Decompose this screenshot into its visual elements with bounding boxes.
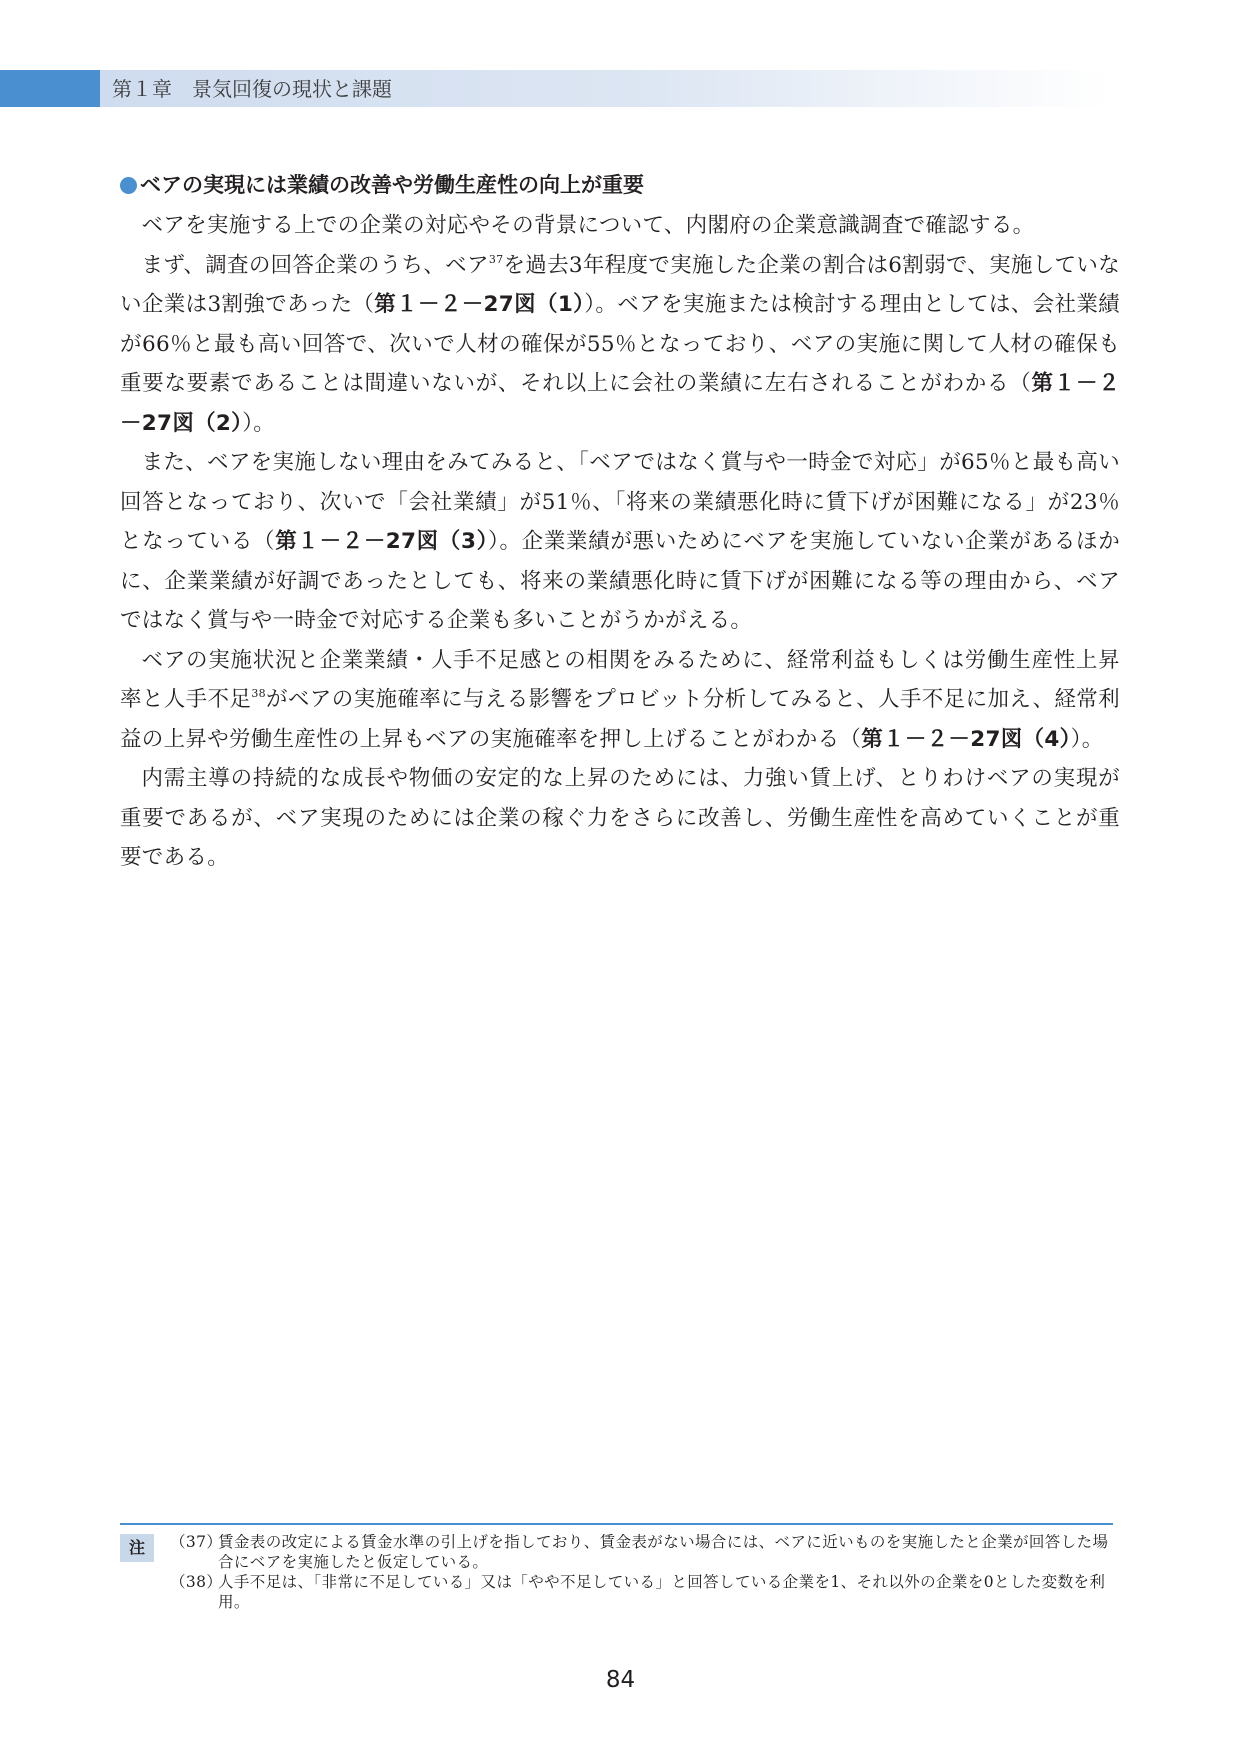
paragraph-1-text: ベアを実施する上での企業の対応やその背景について、内閣府の企業意識調査で確認する。 xyxy=(141,213,1035,238)
paragraph-2-text-b: を過去3年程度で実施した企業の割合は6割弱で、実施していない企業は3割強であった（ xyxy=(120,252,1120,317)
chapter-header xyxy=(0,70,1241,107)
paragraph-5-text: 内需主導の持続的な成長や物価の安定的な上昇のためには、力強い賃上げ、とりわけベアの実現が重要であるが、ベア実現のためには企業の稼ぐ力をさらに改善し、労働生産性を高めていくことが重要である。 xyxy=(120,766,1120,870)
footnote-38 xyxy=(170,1572,1113,1612)
figure-reference: 第１－２－27図（4） xyxy=(861,726,1071,752)
paragraph-3 xyxy=(120,443,1120,641)
figure-reference: 第１－２－27図（3） xyxy=(275,529,489,554)
paragraph-3-text-b: ）。企業業績が悪いためにベアを実施していない企業があるほかに、企業業績が好調であったとしても、将来の業績悪化時に賃下げが困難になる等の理由から、ベアではなく賞与や一時金で対応する企業も多いことがうかがえる。 xyxy=(120,529,1120,633)
page-number: 84 xyxy=(605,1667,636,1693)
paragraph-4-text-c: ）。 xyxy=(1070,726,1104,752)
bullet-icon xyxy=(120,177,137,194)
paragraph-4-text-b: がベアの実施確率に与える影響をプロビット分析してみると、人手不足に加え、経常利益の上昇や労働生産性の上昇もベアの実施確率を押し上げることがわかる（ xyxy=(120,687,1120,752)
section-heading-text: ベアの実現には業績の改善や労働生産性の向上が重要 xyxy=(140,173,644,197)
figure-reference: 第１－２－27図（1） xyxy=(374,292,585,317)
paragraph-2 xyxy=(120,246,1120,444)
paragraph-1 xyxy=(120,206,1120,246)
footnote-text: 賃金表の改定による賃金水準の引上げを指しており、賃金表がない場合には、ベアに近いものを実施したと企業が回答した場合にベアを実施したと仮定している。 xyxy=(218,1533,1109,1571)
footnote-37 xyxy=(170,1532,1113,1572)
footnote-text: 人手不足は、「非常に不足している」又は「やや不足している」と回答している企業を1、それ以外の企業を0とした変数を利用。 xyxy=(218,1573,1106,1611)
chapter-title: 第１章 景気回復の現状と課題 xyxy=(112,77,392,101)
paragraph-3-text-a: また、ベアを実施しない理由をみてみると、「ベアではなく賞与や一時金で対応」が65％と最も高い回答となっており、次いで「会社業績」が51％、「将来の業績悪化時に賃下げが困難になる」が23％となっている（ xyxy=(120,450,1120,554)
header-accent-bar xyxy=(0,70,100,107)
paragraph-2-text-a: まず、調査の回答企業のうち、ベア xyxy=(141,252,489,278)
footnotes xyxy=(120,1523,1113,1612)
main-text xyxy=(120,170,1120,878)
paragraph-2-text-d: ）。 xyxy=(242,410,276,436)
paragraph-4 xyxy=(120,641,1120,760)
paragraph-2-text-c: ）。ベアを実施または検討する理由としては、会社業績が66％と最も高い回答で、次いで人材の確保が55％となっており、ベアの実施に関して人材の確保も重要な要素であることは間違いないが、それ以上に会社の業績に左右されることがわかる（ xyxy=(120,292,1120,396)
notes-label: 注 xyxy=(120,1534,154,1562)
footnote-ref-38: 38 xyxy=(251,687,266,700)
footnote-ref-37: 37 xyxy=(488,252,504,266)
footnote-number: （38） xyxy=(170,1573,223,1591)
paragraph-4-text-a: ベアの実施状況と企業業績・人手不足感との相関をみるために、経常利益もしくは労働生産性上昇率と人手不足 xyxy=(120,647,1120,712)
paragraph-5 xyxy=(120,759,1120,878)
footnote-number: （37） xyxy=(170,1533,223,1551)
figure-reference: 第１－２－27図（2） xyxy=(120,371,1120,436)
section-heading xyxy=(120,170,1120,200)
